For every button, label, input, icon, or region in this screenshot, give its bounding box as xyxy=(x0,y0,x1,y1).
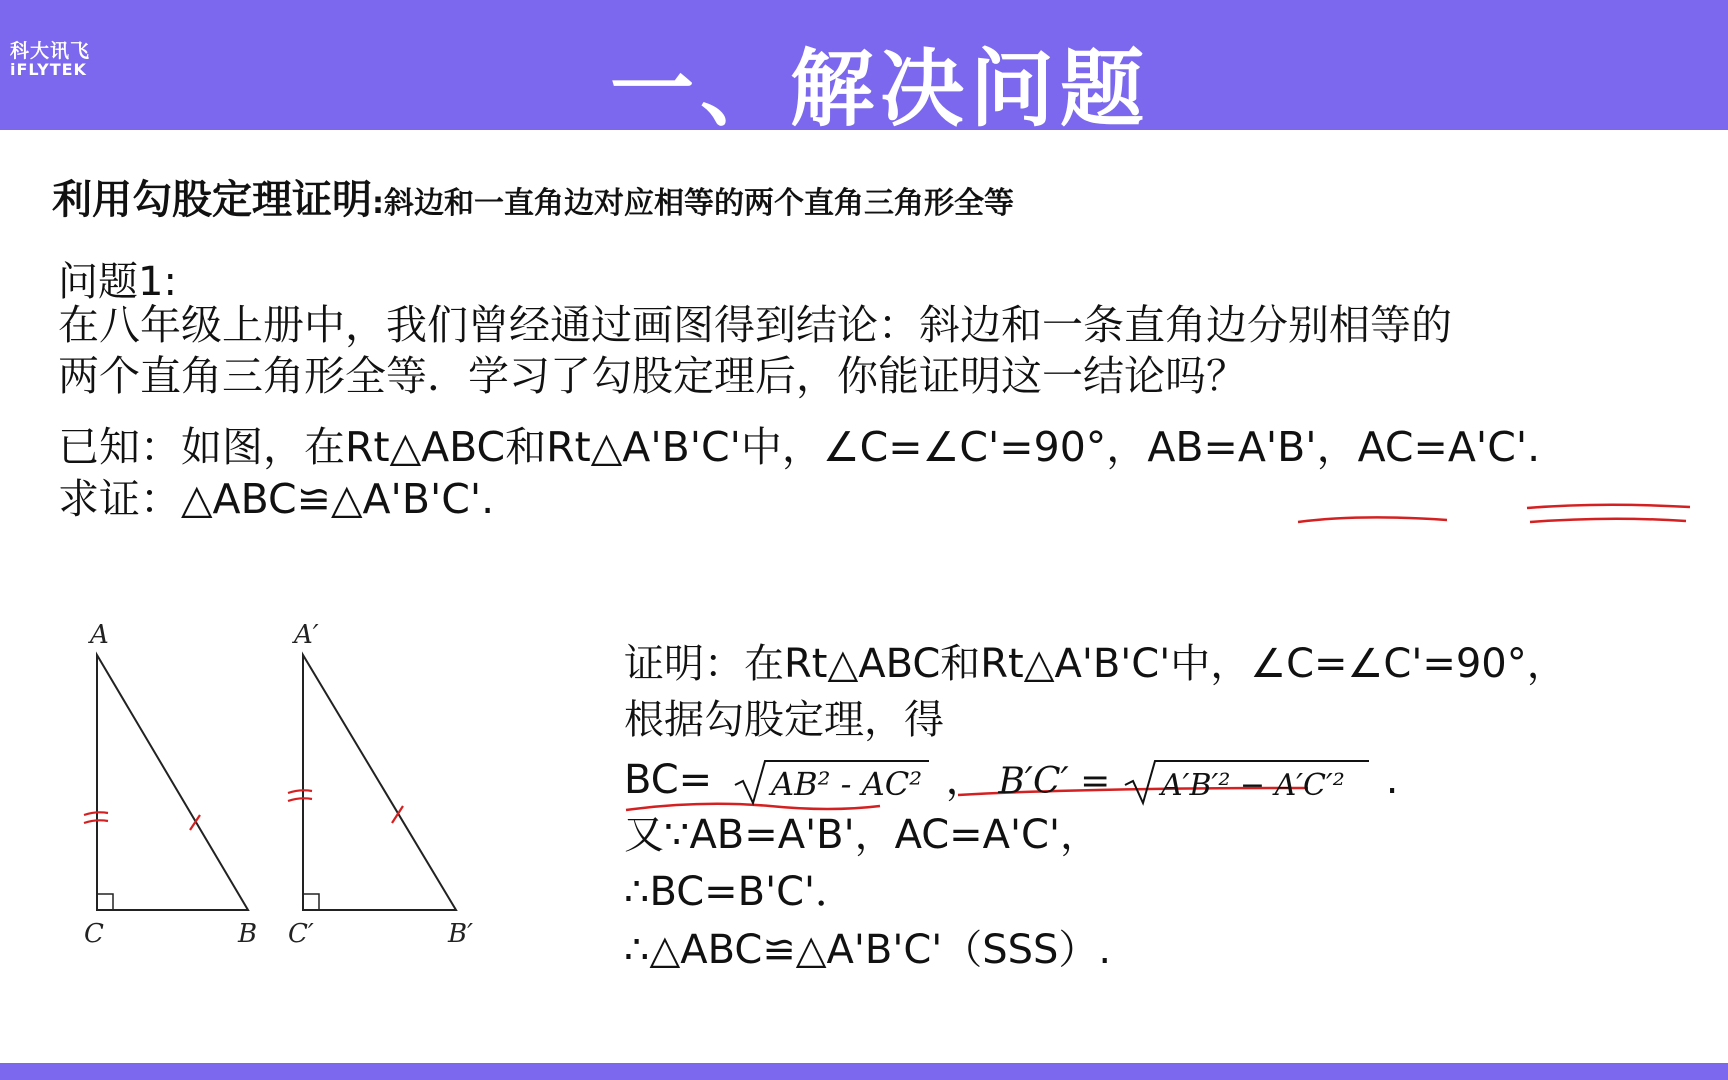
proof-line-5: ∴BC=B'C'． xyxy=(624,869,855,915)
proof-line-4: 又∵AB=A'B'，AC=A'C'， xyxy=(624,812,1100,858)
proof-line-2: 根据勾股定理，得 xyxy=(624,697,944,743)
problem-line-2: 两个直角三角形全等．学习了勾股定理后，你能证明这一结论吗？ xyxy=(58,352,1247,400)
given-sep: ， xyxy=(1316,423,1358,471)
footer-bar xyxy=(0,1063,1728,1080)
underline-ac-2 xyxy=(1530,519,1686,522)
bc-prefix: BC= xyxy=(624,757,713,803)
subtitle-rest: :斜边和一直角边对应相等的两个直角三角形全等 xyxy=(372,186,1014,221)
triangles-figure xyxy=(70,610,510,950)
sqrt-expression-1 xyxy=(733,757,933,807)
tick-ac-prime-2 xyxy=(288,798,312,801)
underline-ac-1 xyxy=(1527,505,1690,508)
label-b: B xyxy=(238,919,258,949)
subtitle-bold: 利用勾股定理证明 xyxy=(52,177,372,223)
given-prefix: 已知：如图，在Rt△ABC和Rt△A'B'C'中，∠C=∠C'=90°， xyxy=(58,423,1148,471)
right-angle-marker-c xyxy=(97,894,113,910)
tick-ac-prime-1 xyxy=(288,790,312,793)
formula-period: . xyxy=(1385,757,1399,803)
sqrt-expression-2 xyxy=(1123,757,1373,807)
formula-comma: ， xyxy=(945,757,986,803)
logo-en-text: iFLYTEK xyxy=(10,59,87,79)
question-label: 问题1: xyxy=(58,259,177,305)
proof-line-6: ∴△ABC≌△A'B'C'（SSS）. xyxy=(624,927,1112,973)
given-ac: AC=A'C' xyxy=(1357,423,1528,471)
label-c-prime: C′ xyxy=(288,919,314,949)
underline-ab xyxy=(1298,517,1447,522)
given-end: . xyxy=(1527,423,1541,471)
radicand-1: AB² - AC² xyxy=(770,765,922,803)
triangle-abc-prime xyxy=(303,655,456,910)
bc-prime-prefix: B′C′ = xyxy=(998,761,1111,802)
prove-line: 求证：△ABC≌△A'B'C'. xyxy=(58,475,495,523)
radicand-2: A′B′² − A′C′² xyxy=(1161,768,1345,803)
slide-title: 一、解决问题 xyxy=(609,40,1150,138)
triangle-abc xyxy=(97,655,248,910)
right-angle-marker-c-prime xyxy=(303,894,319,910)
label-a: A xyxy=(90,620,109,650)
proof-line-1: 证明：在Rt△ABC和Rt△A'B'C'中，∠C=∠C'=90°， xyxy=(624,641,1567,687)
problem-line-1: 在八年级上册中，我们曾经通过画图得到结论：斜边和一条直角边分别相等的 xyxy=(58,301,1452,349)
label-b-prime: B′ xyxy=(448,919,474,949)
logo-cn-text: 科大讯飞 xyxy=(10,40,91,62)
label-c: C xyxy=(84,919,104,949)
label-a-prime: A′ xyxy=(294,620,319,650)
proof-formula-line xyxy=(624,748,1398,807)
given-ab: AB=A'B' xyxy=(1147,423,1317,471)
